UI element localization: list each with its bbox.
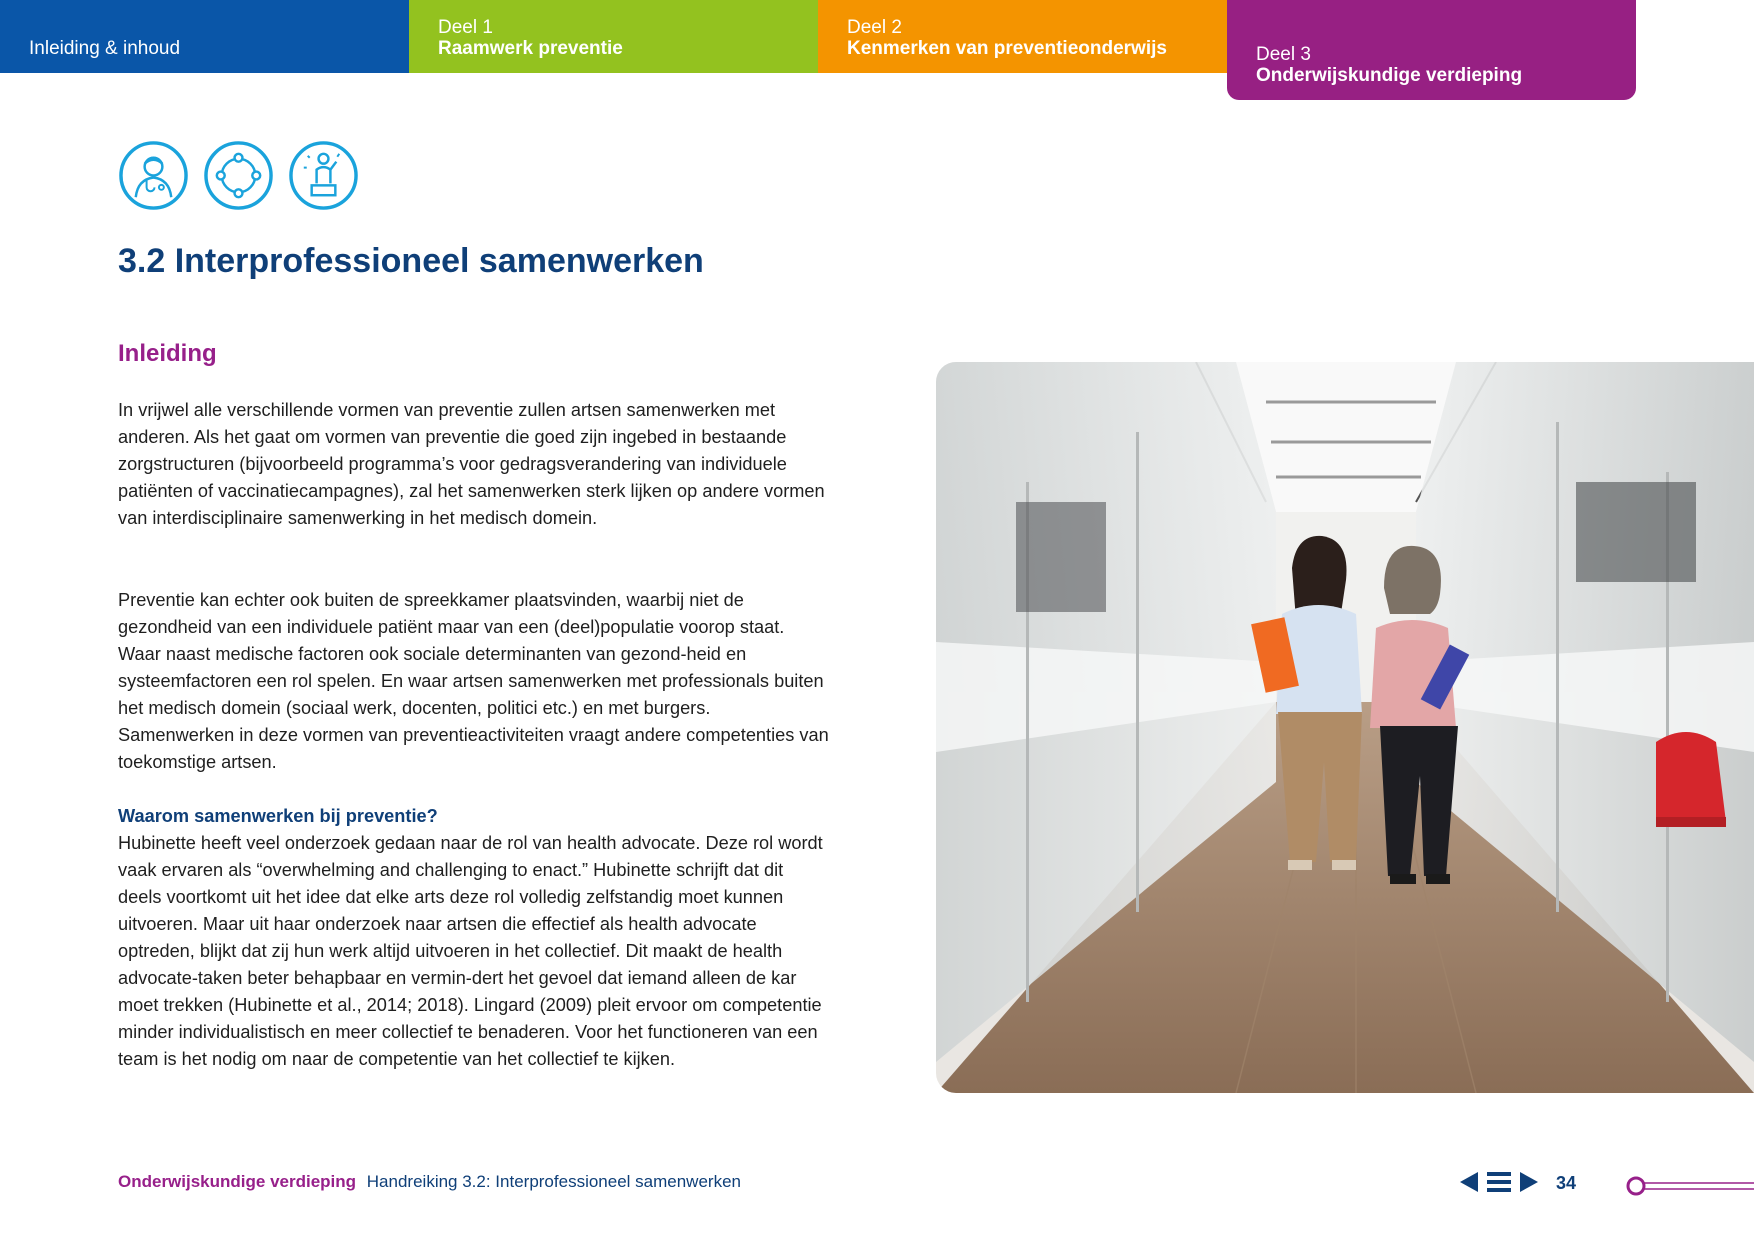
tab-number: Deel 3 xyxy=(1256,44,1311,65)
menu-icon[interactable] xyxy=(1486,1170,1512,1194)
collaboration-cycle-icon xyxy=(203,140,274,211)
competence-icons xyxy=(118,140,359,211)
tab-label: Raamwerk preventie xyxy=(438,38,623,59)
page-title: 3.2 Interprofessioneel samenwerken xyxy=(118,242,704,280)
section-title: Inleiding xyxy=(118,340,217,367)
previous-page-icon[interactable] xyxy=(1458,1170,1480,1194)
tab-number: Deel 2 xyxy=(847,17,902,38)
tab-number: Deel 1 xyxy=(438,17,493,38)
tab-label: Kenmerken van preventieonderwijs xyxy=(847,38,1167,59)
tab-deel-2[interactable] xyxy=(818,0,1227,73)
corridor-photo xyxy=(936,362,1754,1093)
tab-label: Onderwijskundige verdieping xyxy=(1256,65,1523,86)
footer-section[interactable]: Onderwijskundige verdieping xyxy=(118,1172,357,1191)
progress-indicator xyxy=(1624,1174,1754,1198)
doctor-icon xyxy=(118,140,189,211)
footer-document: Handreiking 3.2: Interprofessioneel samenwerken xyxy=(366,1172,741,1191)
paragraph-prevention: Preventie kan echter ook buiten de spreekkamer plaatsvinden, waarbij niet de gezondheid van een individuele patiënt maar van een (deel)populatie voorop staat. Waar naast medische factoren ook sociale determinanten van gezond-heid en systeemfactoren een rol spelen. En waar artsen samenwerken met professionals buiten het medisch domein (sociaal werk, docenten, politici etc.) en met burgers. Samenwerken in deze vormen van preventieactiviteiten vraagt andere competenties van toekomstige artsen. xyxy=(118,590,829,772)
footer-breadcrumb xyxy=(118,1172,741,1192)
tab-inleiding-inhoud[interactable] xyxy=(0,0,409,73)
tab-deel-3-active[interactable] xyxy=(1227,0,1636,100)
paragraph-intro: In vrijwel alle verschillende vormen van preventie zullen artsen samenwerken met anderen. Als het gaat om vormen van preventie die goed zijn ingebed in bestaande zorgstructuren (bijvoorbeeld programma’s voor gedragsverandering van individuele patiënten of vaccinatiecampagnes), zal het samenwerken sterk lijken op andere vormen van interdisciplinaire samenwerking in het medisch domein. xyxy=(118,400,825,528)
paragraph-hubinette: Hubinette heeft veel onderzoek gedaan naar de rol van health advocate. Deze rol wordt vaak ervaren als “overwhelming and challenging to enact.” Hubinette schrijft dat dit deels voortkomt uit het idee dat elke arts deze rol volledig zelfstandig moet kunnen uitvoeren. Maar uit haar onderzoek naar artsen die effectief als health advocate optreden, blijkt dat zij hun werk altijd uitvoeren in het collectief. Dit maakt de health advocate-taken beter behapbaar en vermin-dert het gevoel dat iemand alleen de kar moet trekken (Hubinette et al., 2014; 2018). Lingard (2009) pleit ervoor om competentie minder individualistisch en meer collectief te benaderen. Voor het functioneren van een team is het nodig om naar de competentie van het collectief te kijken. xyxy=(118,833,823,1069)
subheading: Waarom samenwerken bij preventie? xyxy=(118,806,438,826)
page-number: 34 xyxy=(1556,1173,1577,1193)
page-navigation xyxy=(1458,1170,1540,1194)
tab-label: Inleiding & inhoud xyxy=(29,38,181,59)
next-page-icon[interactable] xyxy=(1518,1170,1540,1194)
paragraph-why-collaborate xyxy=(118,803,830,1073)
advocate-podium-icon xyxy=(288,140,359,211)
tab-deel-1[interactable] xyxy=(409,0,818,73)
progress-marker xyxy=(1628,1178,1644,1194)
